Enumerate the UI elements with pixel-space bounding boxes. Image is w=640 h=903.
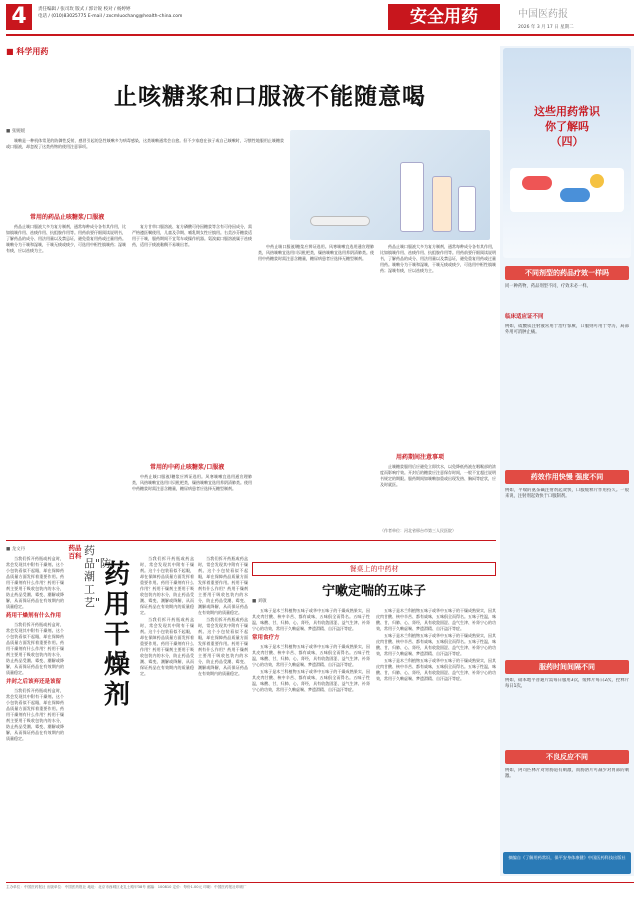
subheading-4: 用药期间注意事项	[396, 454, 445, 461]
sidebar-subheading-1: 临床适应证不同	[505, 314, 544, 320]
diet-text: 五味子是木兰科植物五味子或华中五味子的干燥成熟果实，因其皮肉甘酸、核中辛苦、都有咸味，五味俱全而得名。五味子性温，味酸、甘，归肺、心、肾经，具有收敛固涩、益气生津、补肾宁心的功效，常用于久嗽虚喘、梦遗滑精、自汗盗汗等症。	[376, 633, 496, 656]
issue-date: 2026 年 3 月 17 日 星期二	[518, 25, 574, 30]
dryer-text: 当我们拆开药瓶或药盒时，常会发现其中附有干燥剂。这个小包装看似不起眼，却在保障药品质量方面发挥着重要作用。药用干燥剂有什么作用？药用干燥剂主要用于吸收包装内的水分，防止药品受潮、霉变、潮解或降解，从而保证药品在有效期内的质量稳定。	[198, 617, 248, 676]
dryer-column-1	[6, 556, 64, 876]
dryer-subheading-2: 并封之后该弃还是该留	[6, 679, 62, 685]
diet-text: 五味子是木兰科植物五味子或华中五味子的干燥成熟果实，因其皮肉甘酸、核中辛苦、都有咸味，五味俱全而得名。五味子性温，味酸、甘，归肺、心、肾经，具有收敛固涩、益气生津、补肾宁心的功效，常用于久嗽虚喘、梦遗滑精、自汗盗汗等症。	[252, 669, 370, 692]
sidebar-heading-1: 不同剂型的药品疗效一样吗	[505, 266, 629, 280]
article-source: （作者单位：河北省邢台市第三人民医院）	[380, 528, 456, 533]
dryer-column-2	[140, 556, 194, 876]
dryer-byline: ■ 龙文丹	[6, 547, 26, 552]
article-column-2b	[132, 474, 252, 538]
header-divider	[6, 34, 634, 36]
editor-info	[38, 6, 182, 20]
spoon-image	[310, 216, 370, 226]
dryer-text: 当我们拆开药瓶或药盒时，常会发现其中附有干燥剂。这个小包装看似不起眼，却在保障药品质量方面发挥着重要作用。药用干燥剂有什么作用？药用干燥剂主要用于吸收包装内的水分，防止药品受潮、霉变、潮解或降解，从而保证药品在有效期内的质量稳定。	[6, 622, 64, 675]
tablet-icon	[590, 174, 604, 188]
article-column-4	[380, 244, 496, 444]
page-footer: 主办单位：中国医药报社 出版单位：中国医药报社 地址：北京市西城区北礼士路甲38号 邮编：100810 定价：每份1.00元 印刷：中国医药报社印刷厂	[6, 882, 634, 890]
diet-headline: 宁嗽定喘的五味子	[321, 584, 426, 599]
sidebar-text-4: 例如，硝苯地平普通片需每日服用3次，缓释片每日2次，控释片每日1次。	[505, 678, 629, 690]
sidebar-title-line: （四）	[550, 135, 584, 148]
main-headline: 止咳糖浆和口服液不能随意喝	[114, 83, 426, 110]
dryer-text: 当我们拆开药瓶或药盒时，常会发现其中附有干燥剂。这个小包装看似不起眼，却在保障药品质量方面发挥着重要作用。药用干燥剂有什么作用？药用干燥剂主要用于吸收包装内的水分，防止药品受潮、霉变、潮解或降解，从而保证药品在有效期内的质量稳定。	[198, 556, 248, 615]
article-column-2	[132, 224, 252, 454]
subheading-1: 常用的药品止咳糖浆/口服液	[30, 214, 105, 221]
contact-line: 电话 / (010)83025775 E-mail / zxcmluochang@health-china.com	[38, 14, 183, 19]
article-column-4b-text: 止咳糖浆服用后应避免立即饮水，以免降低药液在咽喉部的浓度而影响疗效。开封后的糖浆应注意保存时间，一般不宜超过说明书规定的期限。服药期间如咳嗽加重或出现发热、胸闷等症状，应及时就医。	[380, 464, 496, 487]
sidebar-title-line: 你了解吗	[545, 120, 589, 133]
article-column-2-text: 复方甘草口服溶液、复方磷酸可待因糖浆等含有可待因成分，需严格遵医嘱使用，儿童及孕期、哺乳期女性应慎用。右美沙芬糖浆适用于干咳，服药期间不宜驾车或操作机器。氨溴索口服溶液属于祛痰药，适用于痰液黏稠不易咳出者。	[132, 224, 252, 247]
sidebar-header-bg	[503, 48, 631, 258]
sidebar-heading-4: 不良反应不同	[505, 750, 629, 764]
article-column-3	[258, 244, 374, 534]
sidebar-text-3: 例如，平喘的氨茶碱注射剂起效快，口服缓释片作用持久。一般来说，注射剂起效快于口服制剂。	[505, 488, 629, 500]
syrup-bottle-image	[458, 186, 476, 232]
dryer-kicker: 药品百科	[68, 544, 82, 560]
intro-paragraph	[6, 138, 284, 186]
diet-byline-text: 刘敏	[257, 599, 267, 604]
medicine-photo	[290, 130, 490, 240]
dryer-column-3	[198, 556, 248, 876]
sidebar-text-2: 例如，硫酸镁注射液常用于治疗惊厥，口服则可用于导泻，局部外用可消肿止痛。	[505, 324, 629, 336]
dryer-title: 药用干燥剂	[104, 560, 131, 710]
syrup-bottle-image	[400, 162, 424, 232]
capsule-icon	[560, 188, 590, 202]
dryer-text: 当我们拆开药瓶或药盒时，常会发现其中附有干燥剂。这个小包装看似不起眼，却在保障药品质量方面发挥着重要作用。药用干燥剂有什么作用？药用干燥剂主要用于吸收包装内的水分，防止药品受潮、霉变、潮解或降解，从而保证药品在有效期内的质量稳定。	[140, 617, 194, 676]
kicker: ■ 科学用药	[6, 47, 49, 56]
dryer-text: 当我们拆开药瓶或药盒时，常会发现其中附有干燥剂。这个小包装看似不起眼，却在保障药品质量方面发挥着重要作用。药用干燥剂有什么作用？药用干燥剂主要用于吸收包装内的水分，防止药品受潮、霉变、潮解或降解，从而保证药品在有效期内的质量稳定。	[6, 556, 64, 609]
article-column-4-text: 药品止咳口服液大多为复方制剂，通常每种成分各有其作用，比如镇咳作用、祛痰作用、抗组胺作用等。用药前要仔细阅读说明书，了解药品的成分、用法用量以及禁忌证，避免重复用药或过量用药。咳嗽分为干咳和湿咳，干咳无痰或痰少，可选用中枢性镇咳药；湿咳有痰，应以祛痰为主。	[380, 244, 496, 273]
sidebar-text-1: 同一种药物，药品剂型不同，疗效未必一样。	[505, 284, 591, 289]
dryer-byline-text: 龙文丹	[11, 547, 26, 552]
main-byline-text: 张婉媛	[11, 129, 26, 134]
sidebar-source: 摘编自《了解用药常识，保平安身体康健》中国医药科技出版社	[503, 852, 631, 874]
sidebar-heading-2: 药效作用快慢 强度不同	[505, 470, 629, 484]
diet-column-banner: 餐桌上的中药材	[252, 562, 496, 576]
article-column-4b	[380, 464, 496, 524]
diet-byline: ■ 刘敏	[252, 599, 267, 604]
dryer-subheading: 药用干燥剂有什么作用	[6, 613, 62, 619]
capsule-icon	[522, 176, 552, 190]
diet-text: 五味子是木兰科植物五味子或华中五味子的干燥成熟果实，因其皮肉甘酸、核中辛苦、都有咸味，五味俱全而得名。五味子性温，味酸、甘，归肺、心、肾经，具有收敛固涩、益气生津、补肾宁心的功效，常用于久嗽虚喘、梦遗滑精、自汗盗汗等症。	[252, 608, 370, 631]
newspaper-logo: 中国医药报	[518, 9, 568, 20]
section-divider	[6, 540, 496, 541]
dryer-text: 当我们拆开药瓶或药盒时，常会发现其中附有干燥剂。这个小包装看似不起眼，却在保障药品质量方面发挥着重要作用。药用干燥剂有什么作用？药用干燥剂主要用于吸收包装内的水分，防止药品受潮、霉变、潮解或降解，从而保证药品在有效期内的质量稳定。	[6, 688, 64, 741]
article-column-2b-text: 中药止咳口服液/糖浆应辨证选用。风寒咳嗽宜选用通宣理肺类，风热咳嗽宜选用川贝枇杷类，燥热咳嗽宜选用养阴清肺类。使用中药糖浆时需注意含糖量，糖尿病患者应选择无糖型制剂。	[132, 474, 252, 491]
intro-text: 咳嗽是一种机体常见的防御性反射，感冒引起的急性咳嗽多为病毒感染，这类咳嗽通常会自愈。但不少家庭在孩子或自己咳嗽时，习惯性地服用止咳糖浆或口服液，却忽视了这类药物的使用注意事项。	[6, 138, 284, 149]
pill-illustration	[510, 168, 624, 212]
article-column-1-text: 药品止咳口服液大多为复方制剂，通常每种成分各有其作用，比如镇咳作用、祛痰作用、抗组胺作用等。用药前要仔细阅读说明书，了解药品的成分、用法用量以及禁忌证，避免重复用药或过量用药。咳嗽分为干咳和湿咳，干咳无痰或痰少，可选用中枢性镇咳药；湿咳有痰，应以祛痰为主。	[6, 224, 126, 253]
dryer-text: 当我们拆开药瓶或药盒时，常会发现其中附有干燥剂。这个小包装看似不起眼，却在保障药品质量方面发挥着重要作用。药用干燥剂有什么作用？药用干燥剂主要用于吸收包装内的水分，防止药品受潮、霉变、潮解或降解，从而保证药品在有效期内的质量稳定。	[140, 556, 194, 615]
diet-column-1	[252, 608, 370, 876]
diet-text: 五味子是木兰科植物五味子或华中五味子的干燥成熟果实，因其皮肉甘酸、核中辛苦、都有咸味，五味俱全而得名。五味子性温，味酸、甘，归肺、心、肾经，具有收敛固涩、益气生津、补肾宁心的功效，常用于久嗽虚喘、梦遗滑精、自汗盗汗等症。	[376, 658, 496, 681]
sidebar-title-line: 这些用药常识	[534, 105, 600, 118]
article-column-3-text: 中药止咳口服液/糖浆应辨证选用。风寒咳嗽宜选用通宣理肺类，风热咳嗽宜选用川贝枇杷类，燥热咳嗽宜选用养阴清肺类。使用中药糖浆时需注意含糖量，糖尿病患者应选择无糖型制剂。	[258, 244, 374, 261]
main-byline: ■ 张婉媛	[6, 129, 26, 134]
kicker-text: 科学用药	[16, 47, 49, 56]
syrup-bottle-image	[432, 176, 452, 232]
page-number: 4	[6, 4, 32, 30]
sidebar-heading-3: 服药时间间隔不同	[505, 660, 629, 674]
diet-subheading: 常用食疗方	[252, 635, 280, 641]
subheading-3: 常用的中药止咳糖浆/口服液	[150, 464, 225, 471]
editor-line: 责任编辑 / 张司玫 版式 / 郭计锐 校对 / 杨婷婷	[38, 7, 131, 12]
sidebar-text-5: 例如，阿司匹林片对胃肠道有刺激，而肠溶片可减少对胃部的刺激。	[505, 768, 629, 780]
diet-text: 五味子是木兰科植物五味子或华中五味子的干燥成熟果实，因其皮肉甘酸、核中辛苦、都有咸味，五味俱全而得名。五味子性温，味酸、甘，归肺、心、肾经，具有收敛固涩、益气生津、补肾宁心的功效，常用于久嗽虚喘、梦遗滑精、自汗盗汗等症。	[376, 608, 496, 631]
diet-text: 五味子是木兰科植物五味子或华中五味子的干燥成熟果实，因其皮肉甘酸、核中辛苦、都有咸味，五味俱全而得名。五味子性温，味酸、甘，归肺、心、肾经，具有收敛固涩、益气生津、补肾宁心的功效，常用于久嗽虚喘、梦遗滑精、自汗盗汗等症。	[252, 644, 370, 667]
article-column-1	[6, 224, 126, 524]
sidebar-title	[503, 104, 631, 149]
diet-column-2	[376, 608, 496, 876]
dryer-subtitle: 药品"防潮工艺"	[84, 544, 112, 609]
section-title: 安全用药	[388, 4, 500, 30]
